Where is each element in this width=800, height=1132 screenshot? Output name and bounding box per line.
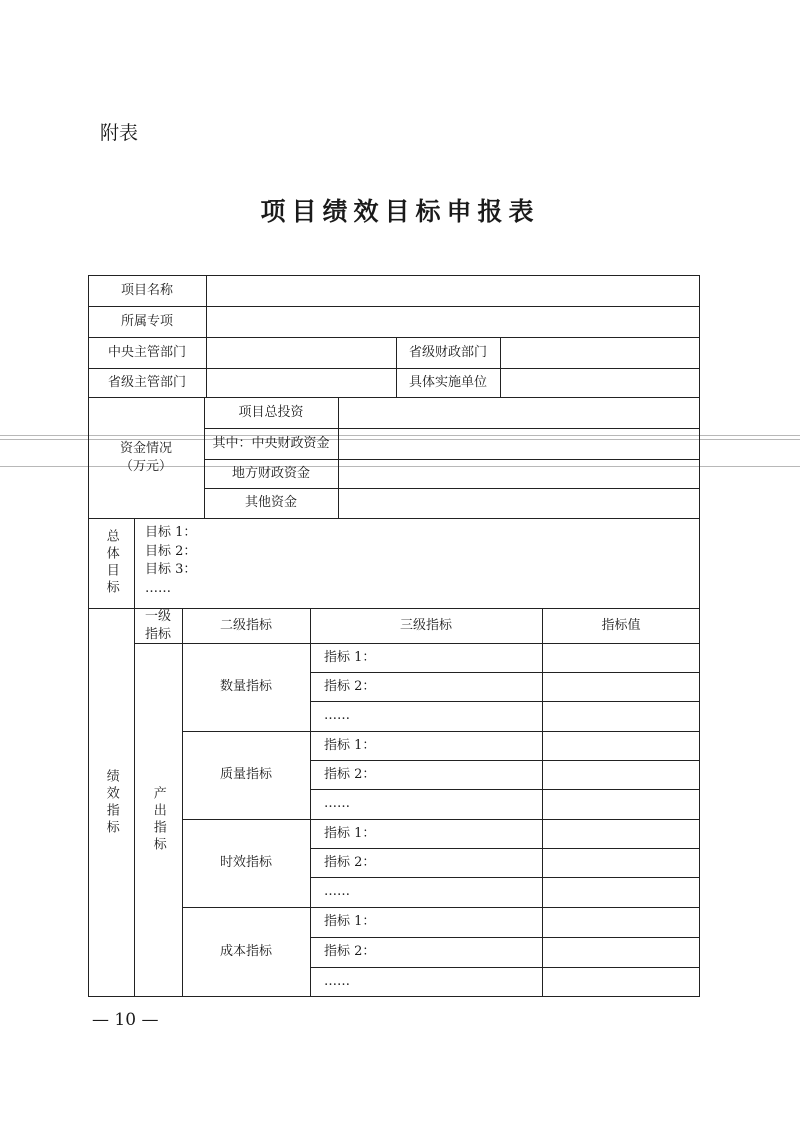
overall-goal-content[interactable]	[145, 524, 196, 598]
indicator-item: ……	[324, 884, 350, 900]
col-level2-header: 二级指标	[219, 617, 272, 633]
indicator-item: 指标 1：	[324, 737, 376, 753]
prov-finance-dept-label: 省级财政部门	[408, 344, 487, 360]
goal-item: 目标 2：	[145, 543, 197, 559]
funds-unit: （万元）	[119, 458, 172, 474]
indicator-item: 指标 2：	[324, 944, 376, 960]
other-funds-label: 其他资金	[244, 495, 297, 511]
timeliness-indicator-label: 时效指标	[219, 855, 272, 871]
impl-unit-label: 具体实施单位	[408, 374, 487, 390]
prov-finance-dept-field[interactable]	[501, 338, 699, 367]
project-name-field[interactable]	[207, 276, 699, 305]
performance-goal-form	[88, 275, 700, 997]
central-funds-label: 其中：中央财政资金	[212, 435, 330, 451]
output-indicator-label: 产出指标	[150, 786, 166, 854]
project-name-label: 项目名称	[120, 282, 173, 298]
funds-title: 资金情况	[119, 440, 172, 456]
goal-item: 目标 3：	[145, 562, 197, 577]
indicator-item: 指标 1：	[324, 914, 376, 930]
col-level1-header: 一级指标	[144, 608, 171, 642]
col-value-header: 指标值	[601, 617, 641, 633]
total-investment-field[interactable]	[339, 398, 699, 427]
total-investment-label: 项目总投资	[238, 404, 304, 420]
local-funds-label: 地方财政资金	[231, 465, 310, 481]
indicator-item: ……	[324, 796, 350, 812]
indicator-item: 指标 1：	[324, 825, 376, 841]
local-funds-field[interactable]	[339, 460, 699, 487]
goal-item: 目标 1：	[145, 525, 197, 540]
special-item-field[interactable]	[207, 307, 699, 336]
overall-goal-label: 总体目标	[103, 529, 119, 597]
indicator-item: 指标 2：	[324, 678, 376, 694]
indicator-item: ……	[324, 708, 350, 724]
page-title: 项目绩效目标申报表	[260, 197, 540, 226]
cost-indicator-label: 成本指标	[219, 944, 272, 960]
indicator-item: ……	[324, 974, 350, 990]
funds-label	[88, 397, 204, 518]
impl-unit-field[interactable]	[501, 369, 699, 396]
col-level3-header: 三级指标	[399, 617, 452, 633]
prov-dept-field[interactable]	[207, 369, 395, 396]
indicator-item: 指标 1：	[324, 649, 376, 665]
appendix-label: 附表	[100, 122, 139, 144]
prov-dept-label: 省级主管部门	[107, 374, 186, 390]
quantity-indicator-label: 数量指标	[219, 679, 272, 695]
indicator-item: 指标 2：	[324, 854, 376, 870]
indicator-item: 指标 2：	[324, 766, 376, 782]
quality-indicator-label: 质量指标	[219, 767, 272, 783]
central-funds-field[interactable]	[339, 429, 699, 458]
central-dept-label: 中央主管部门	[107, 344, 186, 360]
page-number: — 10 —	[92, 1010, 159, 1030]
special-item-label: 所属专项	[120, 313, 173, 329]
other-funds-field[interactable]	[339, 489, 699, 517]
performance-indicators-label: 绩效指标	[103, 768, 119, 837]
goal-item: ……	[145, 580, 171, 596]
central-dept-field[interactable]	[207, 338, 395, 367]
